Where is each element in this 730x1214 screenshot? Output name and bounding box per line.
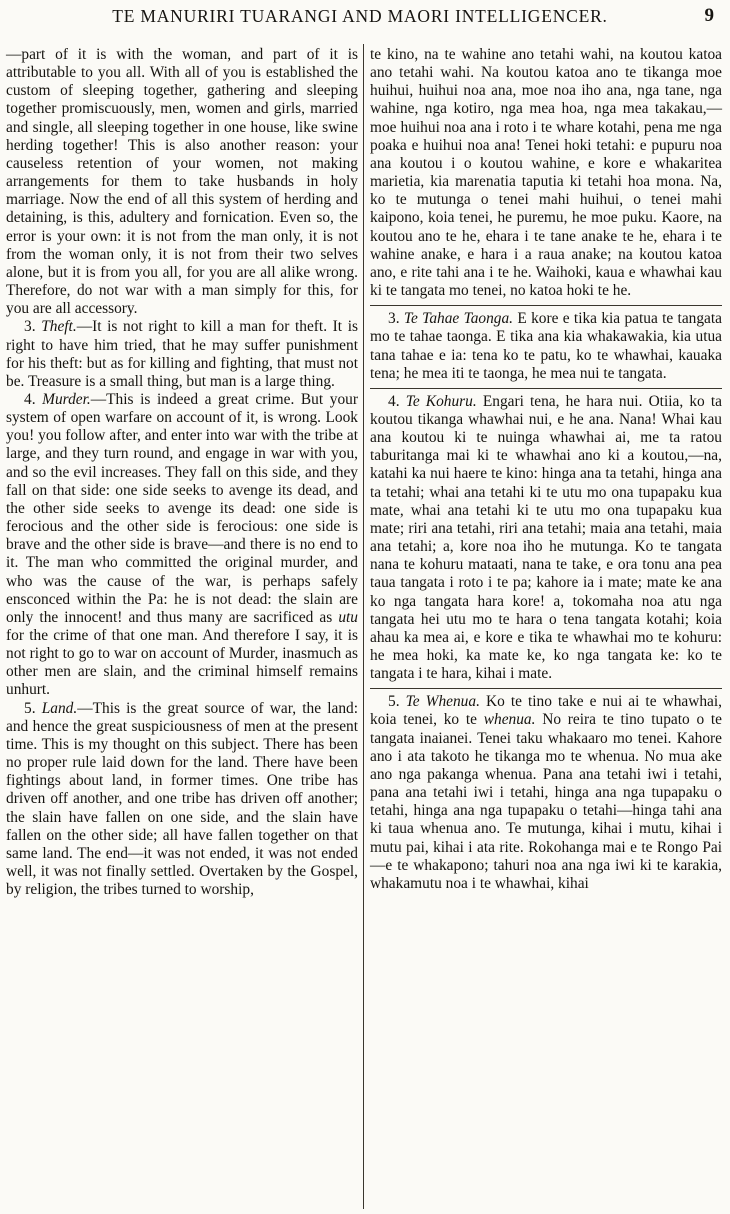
section-number: 4.	[388, 392, 400, 410]
section-text-continued: No reira te tino tupato o te tangata inaianei. Tenei taku whakaaro mo tenei. Kahore ano i ata takoto he tikanga mo te whenua. No mua ake ano nga pakanga whenua. Pana ana tetahi iwi i tetahi, pana ana tetahi iwi i tetahi, hinga ana nga tupapaku o tetahi, hinga ana nga tupapaku o tetahi—hinga tahi ana ki taua whenua ano. Te mutunga, kihai i mutu, kihai i mutu pai, kihai i ata rite. Rokohanga mai e te Rongo Pai—e te whakapono; tahuri noa ana nga iwi ki te karakia, whakamutu noa i te whawhai, kihai	[370, 711, 722, 892]
section-heading-land: Land.	[41, 699, 78, 717]
maori-column	[370, 46, 722, 893]
section-number: 5.	[24, 699, 36, 717]
section-text: —This is indeed a great crime. But your system of open warfare on account of it, is wrong. Look you! you follow after, and enter into war with the tribe at large, and they turn round, and engage in war with you, and so the evil increases. They fall on this side, and they fall on that side: one side seeks to avenge its dead, and the other side seeks to avenge its dead: one side is ferocious and the other side is ferocious: one side is brave and the other side is brave—and there is no end to it. The man who committed the original murder, and who was the cause of the war, is perhaps safely ensconced within the Pa: he is not dead: the slain are only the innocent! and thus many are sacrificed as	[6, 390, 358, 626]
column-divider	[363, 44, 364, 1209]
paragraph-murder-maori	[370, 393, 722, 684]
section-rule	[370, 305, 722, 306]
paragraph-theft-maori	[370, 310, 722, 383]
section-number: 4.	[24, 390, 36, 408]
italic-word-utu: utu	[338, 608, 358, 626]
section-text: —This is the great source of war, the land: and hence the great suspiciousness of men at the present time. This is my thought on this subject. There has been no proper rule laid down for the land. There have been fightings about land, in former times. One tribe has driven off another, and one tribe has driven off another; the slain have fallen on one side, and the slain have fallen on the other side; all have fallen together on that same land. The end—it was not ended, it was not ended well, it was not finally settled. Overtaken by the Gospel, by religion, the tribes turned to worship,	[6, 699, 358, 899]
section-heading-whenua: Te Whenua.	[405, 693, 480, 711]
section-text: Ko te tino take e nui ai te whawhai, koia tenei, ko te	[370, 693, 722, 729]
italic-word-whenua: whenua.	[483, 711, 536, 729]
paragraph-murder-english	[6, 391, 358, 700]
paragraph-theft-english	[6, 318, 358, 391]
masthead-title: TE MANURIRI TUARANGI AND MAORI INTELLIGENCER.	[112, 6, 608, 26]
section-text: —It is not right to kill a man for theft. It is right to have him tried, that he may suffer punishment for his theft: but as for killing and fighting, that must not be. Treasure is a small thing, but man is a large thing.	[6, 318, 358, 390]
section-number: 3.	[24, 318, 36, 336]
section-heading-theft: Theft.	[41, 318, 77, 336]
paragraph-adultery-english: —part of it is with the woman, and part of it is attributable to you all. With all of you is established the custom of sleeping together, gathering and sleeping together promiscuously, men, women and girls, married and single, all sleeping together in one house, like swine herding together! This is also another reason: your causeless retention of your women, not making arrangements for them to take husbands in holy marriage. Now the end of all this system of herding and detaining, is this, adultery and fornication. Even so, the error is your own: it is not from the man only, it is not from the woman only, it is not from their two selves alone, but it is from you all, for you are all alike wrong. Therefore, do not war with a man simply for this, for you are all accessory.	[6, 46, 358, 318]
section-text: E kore e tika kia patua te tangata mo te tahae taonga. E tika ana kia whakawakia, kia utua tana tahae e ia: tena ko te patu, ko te whawhai, kauaka tena; he mea iti te taonga, he mea nui te tangata.	[370, 310, 722, 382]
page-number: 9	[704, 5, 714, 26]
section-number: 5.	[388, 693, 400, 711]
section-number: 3.	[388, 310, 400, 328]
section-heading-tahae: Te Tahae Taonga.	[403, 310, 514, 328]
paragraph-land-english	[6, 700, 358, 900]
section-rule	[370, 388, 722, 389]
page-header	[0, 6, 730, 36]
paragraph-adultery-maori: te kino, na te wahine ano tetahi wahi, na koutou katoa ano tetahi wahi. Na koutou katoa ano te tikanga moe huihui, huihui noa ana, moe noa iho ana, nga tane, nga wahine, nga kotiro, nga mea hoa, nga mea takakau,—moe huihui noa ana i roto i te whare kotahi, pena me nga poaka e huihui noa ana! Tenei hoki tetahi: e pupuru noa ana koutou i o koutou wahine, e kore e whakaritea marietia, kia marenatia taputia ki tetahi hoa mona. Na, ko te mutunga o tenei mahi huihui, o tenei mahi kaipono, koia tenei, he puremu, he moe puku. Kaore, na koutou ano te he, ehara i te tane anake te he, ehara i te wahine anake, e hara i a raua anake; na koutou katoa ano, e rite tahi ana i te he. Waihoki, kaua e whawhai kau ki te tangata mo tenei, no katoa hoki te he.	[370, 46, 722, 300]
section-text-continued: for the crime of that one man. And therefore I say, it is not right to go to war on account of Murder, inasmuch as other men are slain, and the criminal himself remains unhurt.	[6, 627, 358, 699]
section-heading-kohuru: Te Kohuru.	[405, 392, 477, 410]
paragraph-land-maori	[370, 693, 722, 893]
section-rule	[370, 688, 722, 689]
english-column	[6, 46, 358, 899]
section-heading-murder: Murder.	[42, 390, 91, 408]
section-text: Engari tena, he hara nui. Otiia, ko ta koutou tikanga whawhai nui, e he ana. Nana! Whai kau ana koutou ki te nuinga whawhai ai, me ta ratou taburitanga mai ki te whawhai ano ki a koutou,—na, katahi ka nui haere te kino: hinga ana ta tetahi, hinga ana ta tetahi; whai ana tetahi ki te utu mo ona tupapaku kua mate, whai ana tetahi ki te utu mo ona tupapaku kua mate; riri ana tetahi, riri ana tetahi; maia ana tetahi, maia ana tetahi; a, kore noa iho he mutunga. Ko te tangata nana te kohuru mataati, nana te take, e ora tonu ana pea taua tangata i roto i te pa; kahore ia i mate; mate ke ana ko nga tangata hara kore! a, tokomaha noa atu nga tangata hei utu mo te hara o tena tangata kotahi; koia ahau ka mea ai, e kore e tika te whawhai mo te kohuru: he mea hoki, ka mate ke, ko nga tangata ke: ko te tangata i te hara, kihai i mate.	[370, 392, 722, 683]
